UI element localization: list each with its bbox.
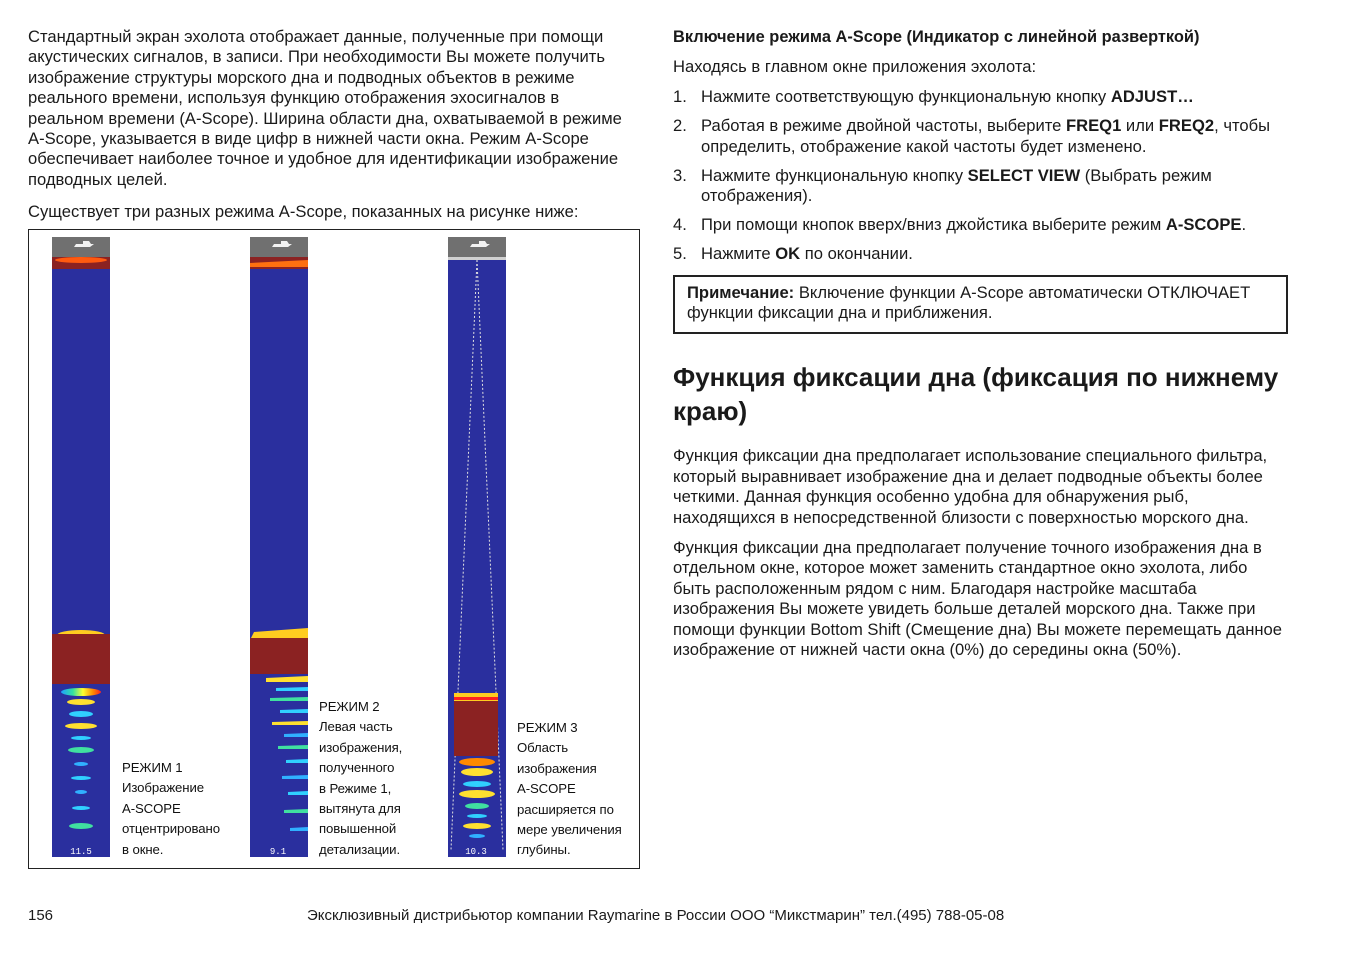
step-item bbox=[673, 215, 1288, 235]
right-column bbox=[673, 27, 1288, 671]
step-text: Нажмите функциональную кнопку bbox=[701, 165, 968, 185]
a-scope-figure bbox=[28, 229, 640, 869]
caption-line: глубины. bbox=[517, 842, 571, 858]
water-column bbox=[52, 257, 110, 857]
procedure-intro: Находясь в главном окне приложения эхолота: bbox=[673, 57, 1037, 76]
bottom-band bbox=[250, 638, 308, 674]
caption-line: вытянута для bbox=[319, 801, 401, 817]
caption-line: Изображение bbox=[122, 780, 204, 796]
caption-line: РЕЖИМ 2 bbox=[319, 699, 380, 714]
surface-echo bbox=[55, 257, 107, 263]
intro-paragraph: Стандартный экран эхолота отображает данные, полученные при помощи акустических сигналов, в записи. При необходимости Вы можете получить изображение структуры морского дна и подводных объектов в режиме реального времени, используя функцию отображения эхосигналов в реальном времени (A-Scope). Ширина области дна, охватываемой в режиме A-Scope, указывается в виде цифр в нижней части окна. Режим A-Scope обеспечивает наиболее точное и удобное для идентификации изображение подводных целей. bbox=[28, 27, 622, 189]
section-title: Функция фиксации дна (фиксация по нижнему краю) bbox=[673, 362, 1279, 427]
modes-paragraph: Существует три разных режима A-Scope, показанных на рисунке ниже: bbox=[28, 202, 579, 222]
footer-text: Эксклюзивный дистрибьютор компании Raymarine в России ООО “Микстмарин” тел.(495) 788-05-08 bbox=[307, 907, 1005, 924]
step-key: FREQ2 bbox=[1158, 116, 1215, 136]
note-box bbox=[673, 275, 1288, 335]
caption-line: расширяется по bbox=[517, 801, 614, 817]
page-number: 156 bbox=[28, 907, 54, 924]
step-key: OK bbox=[775, 244, 801, 264]
section-paragraph-1: Функция фиксации дна предполагает использование специального фильтра, который выравнивает изображение дна и делает подводные объекты более четкими. Данная функция особенно удобна для обнаружения рыб, находящихся в непосредственной близости с поверхностью морского дна. bbox=[673, 446, 1268, 527]
caption-line: изображения bbox=[517, 760, 597, 776]
section-paragraph-2: Функция фиксации дна предполагает получение точного изображения дна в отдельном окне, которое может заменить стандартное окно эхолота, либо быть расположенным рядом с ним. Благодаря настройке масштаба изображения Вы можете увидеть больше деталей морского дна. Также при помощи функции Bottom Shift (Смещение дна) Вы можете перемещать данное изображение от нижней части окна (0%) до середины окна (50%). bbox=[673, 538, 1283, 660]
depth-label: 11.5 bbox=[70, 847, 92, 857]
panel-mode-2 bbox=[250, 237, 308, 857]
bottom-edge-red bbox=[454, 697, 498, 700]
caption-line: повышенной bbox=[319, 821, 397, 837]
caption-line: изображения, bbox=[319, 739, 403, 755]
step-key: ADJUST… bbox=[1110, 87, 1194, 107]
step-text: по окончании. bbox=[800, 244, 913, 264]
caption-line: в окне. bbox=[122, 841, 164, 857]
caption-line: A-SCOPE bbox=[122, 800, 181, 816]
caption-line: Область bbox=[517, 740, 569, 756]
depth-label: 10.3 bbox=[465, 847, 487, 857]
step-key: SELECT VIEW bbox=[967, 165, 1081, 185]
step-number: 5. bbox=[673, 244, 687, 264]
step-key: A-SCOPE bbox=[1165, 215, 1242, 235]
procedure-heading: Включение режима A-Scope (Индикатор с линейной разверткой) bbox=[673, 28, 1200, 46]
caption-line: отцентрировано bbox=[122, 821, 220, 837]
caption-line: в Режиме 1, bbox=[319, 780, 392, 796]
step-text: Работая в режиме двойной частоты, выберите bbox=[701, 116, 1066, 136]
procedure-steps bbox=[673, 87, 1288, 264]
caption-line: Левая часть bbox=[319, 719, 393, 735]
caption-mode-2 bbox=[319, 697, 402, 860]
step-item bbox=[673, 87, 1288, 107]
panel-mode-3 bbox=[448, 237, 506, 857]
caption-mode-1 bbox=[122, 758, 220, 860]
step-key: FREQ1 bbox=[1065, 116, 1122, 136]
step-number: 3. bbox=[673, 165, 687, 185]
step-text: . bbox=[1241, 215, 1247, 235]
step-item bbox=[673, 244, 1288, 264]
step-text: , чтобы определить, отображение какой частоты будет изменено. bbox=[701, 116, 1271, 156]
water-column bbox=[448, 257, 506, 857]
step-number: 2. bbox=[673, 116, 687, 136]
caption-mode-3 bbox=[517, 718, 622, 861]
caption-line: полученного bbox=[319, 760, 395, 776]
bottom-band bbox=[52, 634, 110, 684]
left-column bbox=[28, 27, 633, 223]
step-text: При помощи кнопок вверх/вниз джойстика выберите режим bbox=[701, 215, 1166, 235]
caption-line: РЕЖИМ 3 bbox=[517, 720, 578, 735]
note-label: Примечание: bbox=[687, 282, 795, 302]
step-text: Нажмите bbox=[701, 244, 776, 264]
bottom-band bbox=[454, 701, 498, 756]
note-text: Включение функции A-Scope автоматически ОТКЛЮЧАЕТ функции фиксации дна и приближения. bbox=[687, 282, 1251, 323]
caption-line: детализации. bbox=[319, 841, 401, 857]
step-text: Нажмите соответствующую функциональную кнопку bbox=[701, 87, 1111, 107]
caption-line: мере увеличения bbox=[517, 822, 622, 838]
surface-line bbox=[448, 257, 506, 260]
caption-line: РЕЖИМ 1 bbox=[122, 760, 183, 775]
caption-line: A-SCOPE bbox=[517, 781, 576, 797]
step-number: 1. bbox=[673, 87, 687, 107]
step-item bbox=[673, 166, 1288, 207]
depth-label: 9.1 bbox=[269, 847, 287, 857]
water-column bbox=[250, 257, 308, 857]
step-text: (Выбрать режим отображения). bbox=[701, 165, 1212, 206]
panel-mode-1 bbox=[52, 237, 110, 857]
step-number: 4. bbox=[673, 215, 687, 235]
step-text: или bbox=[1121, 116, 1159, 136]
step-item bbox=[673, 116, 1288, 157]
